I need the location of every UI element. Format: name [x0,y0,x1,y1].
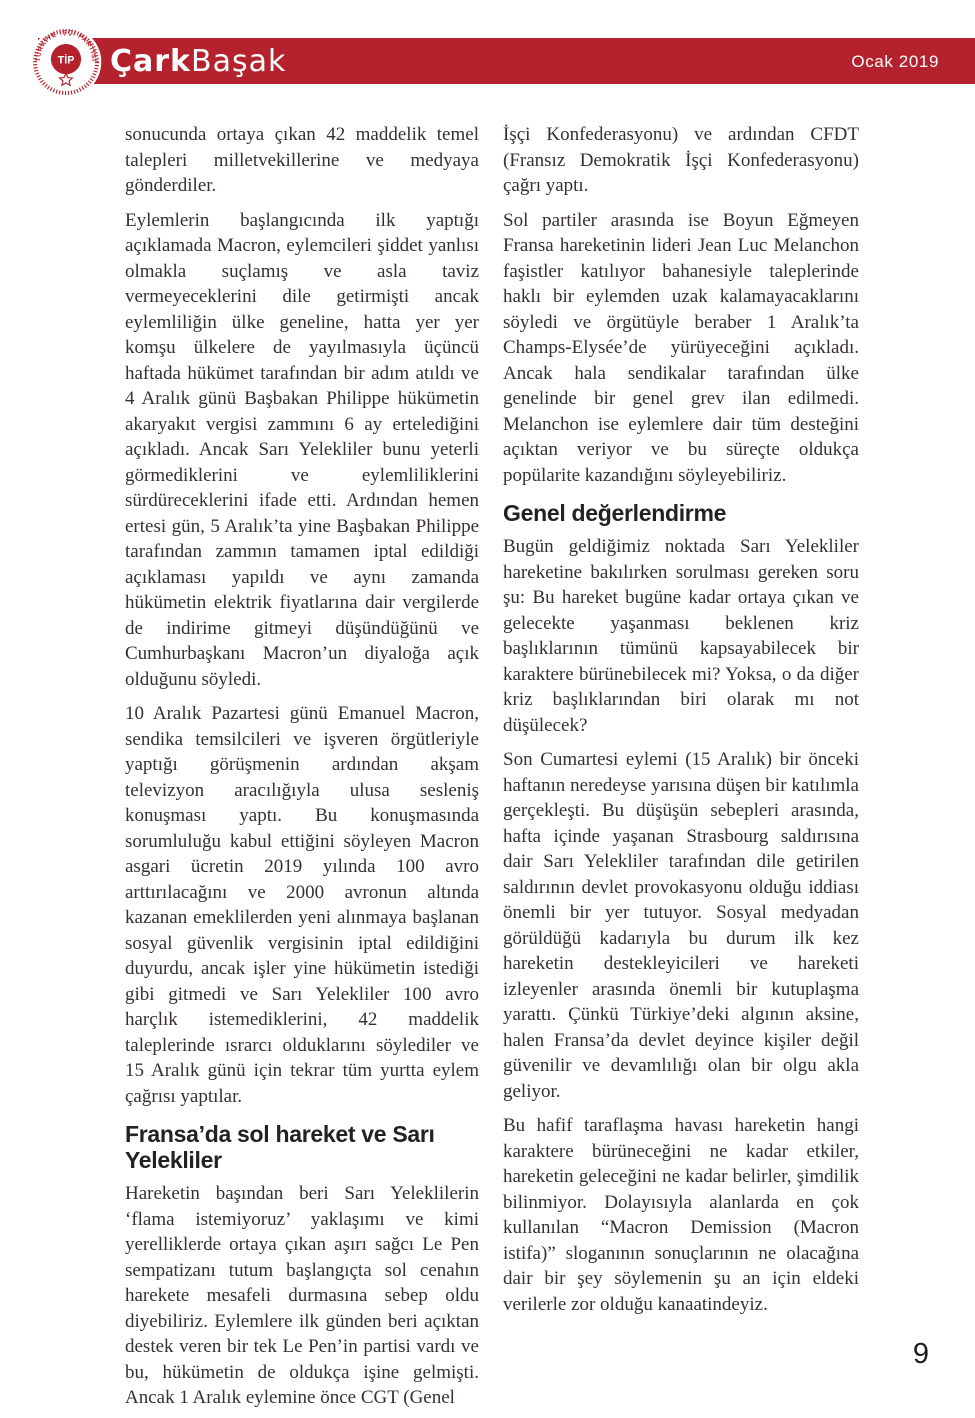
section-heading-fransa-sol-hareket: Fransa’da sol hareket ve Sarı Yelekliler [125,1121,435,1173]
paragraph: Eylemlerin başlangıcında ilk yaptığı açıklamada Macron, eylemcileri şiddet yanlısı olmakla suçlamış ve asla taviz vermeyeceklerini dile getirmişti ancak eylemliliğin ülke geneline, hatta yer yer komşu ülkelere de yayılmasıyla üçüncü haftada hükümet tarafından bir adım atıldı ve 4 Aralık günü Başbakan Philippe hükümetin akaryakıt vergisi zammını 6 ay ertelediğini açıkladı. Ancak Sarı Yelekliler bunu yeterli görmediklerini ve eylemliliklerini sürdüreceklerini ifade etti. Ardından hemen ertesi gün, 5 Aralık’ta yine Başbakan Philippe tarafından zammın tamamen iptal edildiği açıklaması yapıldı ve aynı zamanda hükümetin elektrik fiyatlarına dair vergilerde de indirime gitmeyi düşündüğünü ve Cumhurbaşkanı Macron’un diyaloğa açık olduğunu söyledi. [125,209,479,690]
page-number: 9 [912,1338,929,1370]
paragraph: İşçi Konfederasyonu) ve ardından CFDT (Fransız Demokratik İşçi Konfederasyonu) çağrı yaptı. [503,124,859,196]
publication-title-part2: Başak [191,44,287,79]
paragraph: Bugün geldiğimiz noktada Sarı Yelekliler hareketine bakılırken sorulması gereken soru şu: Bu hareket bugüne kadar ortaya çıkan ve gelecekte yaşanması beklenen kriz başlıklarının tümünü kapsayabilecek bir karaktere bürünebilecek mi? Yoksa, o da diğer kriz başlıklarından biri olarak mı not düşülecek? [503,536,859,736]
logo-ring-text: TÜRKİYE İŞÇİ PARTİSİ [35,29,97,62]
paragraph: Hareketin başından beri Sarı Yeleklilerin ‘flama istemiyoruz’ yaklaşımı ve kimi yerelliklerde ortaya çıkan aşırı sağcı Le Pen sempatizanı tutum başlangıçta sol cenahın harekete mesafeli durmasına sebep oldu diyebiliriz. Eylemlere ilk günden beri açıktan destek veren bir tek Le Pen’in partisi vardı ve bu, hükümetin de oldukça işine gelmişti. Ancak 1 Aralık eylemine önce CGT (Genel [125,1183,479,1408]
issue-date: Ocak 2019 [851,52,939,71]
right-column [503,122,859,1326]
logo-acronym: TİP [57,54,75,67]
paragraph: 10 Aralık Pazartesi günü Emanuel Macron, sendika temsilcileri ve işveren örgütleriyle yaptığı görüşmenin ardından akşam televizyon aracılığıyla ulusa sesleniş konuşması yaptı. Bu konuşmasında sorumluluğu kabul ettiğini söyleyen Macron asgari ücretin 2019 yılında 100 avro arttırılacağını ve 2000 avronun altında kazanan emeklilerden yeni alınmaya başlanan sosyal güvenlik vergisinin iptal edildiğini duyurdu, ancak işler yine hükümetin istediği gibi gitmedi ve Sarı Yelekliler 100 avro harçlık istemediklerini, 42 maddelik taleplerinde ısrarcı olduklarını söylediler ve 15 Aralık günü için tekrar tüm yurtta eylem çağrısı yaptılar. [125,703,479,1107]
paragraph: Son Cumartesi eylemi (15 Aralık) bir önceki haftanın neredeyse yarısına düşen bir katılımla gerçekleşti. Bu düşüşün sebepleri arasında, hafta içinde yaşanan Strasbourg saldırısına dair Sarı Yelekliler tarafından dile getirilen saldırının devlet provokasyonu olduğu iddiası önemli bir yer tutuyor. Sosyal medyadan görüldüğü kadarıyla bu durum ilk kez hareketin destekleyicileri ve hareketi izleyenler arasında önemli bir kutuplaşma yarattı. Çünkü Türkiye’deki algının aksine, halen Fransa’da devlet deyince kişiler değil güvenilir ve devamlılığı olan bir olgu akla geliyor. [503,749,859,1102]
publication-title [110,40,286,86]
paragraph: sonucunda ortaya çıkan 42 maddelik temel talepleri milletvekillerine ve medyaya gönderdiler. [125,124,479,196]
left-column [125,122,479,1418]
tip-emblem-icon [30,26,102,98]
paragraph: Bu hafif taraflaşma havası hareketin hangi karaktere bürüneceğini ne kadar etkiler, hareketin geleceğini ne kadar belirler, şimdilik bilinmiyor. Dolayısıyla alanlarda en çok kullanılan “Macron Demission (Macron istifa)” sloganının sonuçlarının ne olacağına dair bir şey söylemenin şu an için eldeki verilerle zor olduğu kanaatindeyiz. [503,1115,859,1315]
publication-title-part1: Çark [110,44,192,79]
section-heading-genel-degerlendirme: Genel değerlendirme [503,500,727,526]
paragraph: Sol partiler arasında ise Boyun Eğmeyen Fransa hareketinin lideri Jean Luc Melanchon faşistler katılıyor bahanesiyle taleplerinde haklı bir eylemden uzak kalamayacaklarını söyledi ve örgütüyle beraber 1 Aralık’ta Champs-Elysée’de yürüyeceğini açıkladı. Ancak hala sendikalar tarafından ülke genelinde bir genel grev ilan edilmedi. Melanchon ise eylemlere dair tüm desteğini açıktan veriyor ve bu süreçte oldukça popülarite kazandığını söyleyebiliriz. [503,209,859,486]
tip-party-logo [30,26,102,98]
